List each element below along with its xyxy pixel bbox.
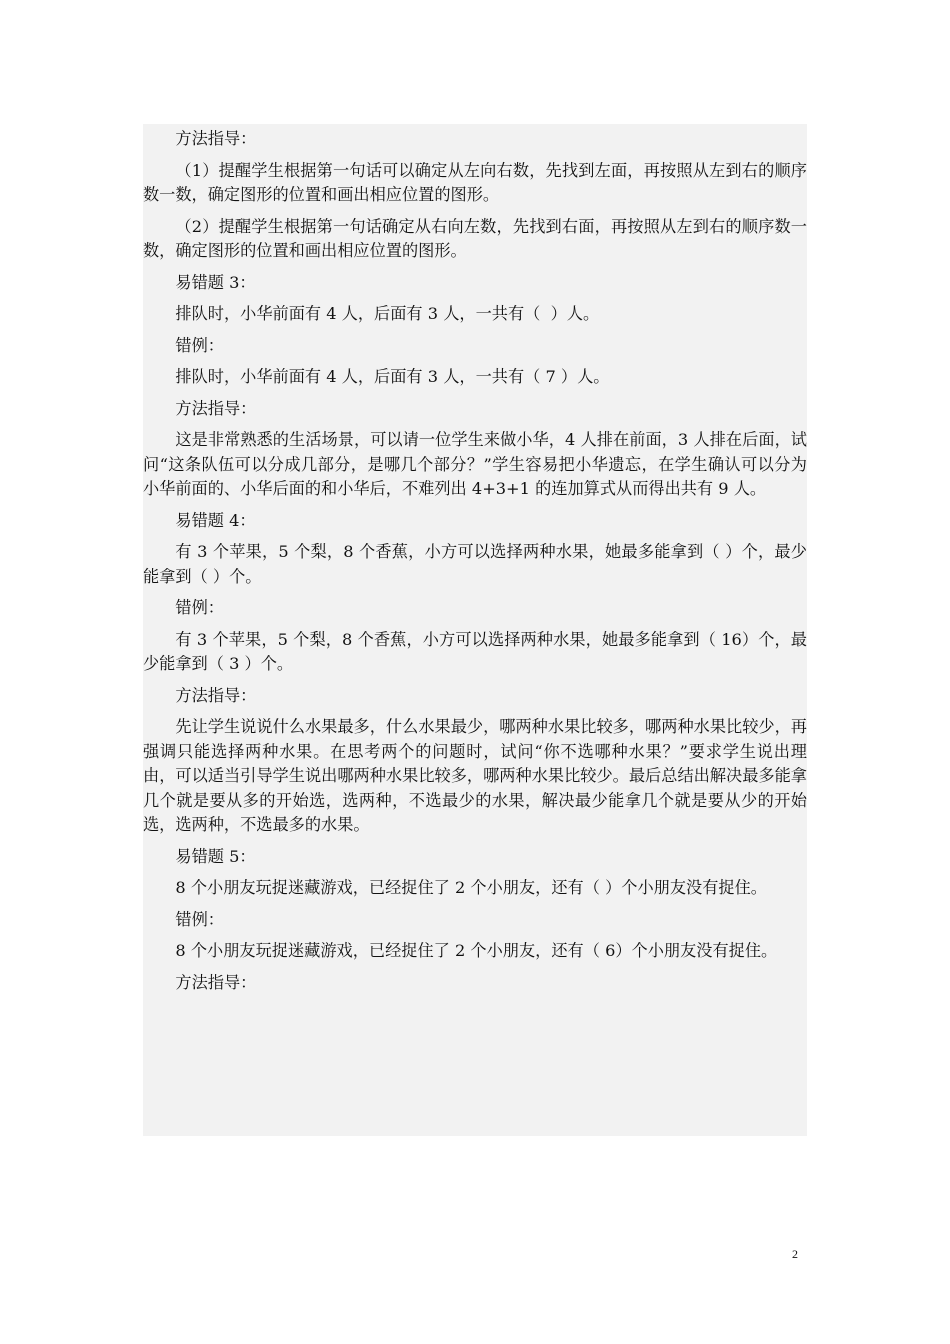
paragraph: 8 个小朋友玩捉迷藏游戏，已经捉住了 2 个小朋友，还有（ ）个小朋友没有捉住。 (175, 878, 767, 897)
paragraph: 排队时，小华前面有 4 人，后面有 3 人，一共有（ ）人。 (175, 304, 600, 323)
paragraph: 排队时，小华前面有 4 人，后面有 3 人，一共有（ 7 ）人。 (175, 367, 610, 386)
paragraph: 先让学生说说什么水果最多，什么水果最少，哪两种水果比较多，哪两种水果比较少，再强调只能选择两种水果。在思考两个的问题时，试问“你不选哪种水果？”要求学生说出理由，可以适当引导学生说出哪两种水果比较多，哪两种水果比较少。最后总结出解决最多能拿几个就是要从多的开始选，选两种，不选最少的水果，解决最少能拿几个就是要从少的开始选，选两种，不选最多的水果。 (143, 717, 807, 834)
paragraph: 方法指导： (175, 398, 257, 418)
paragraph: 错例： (175, 598, 224, 617)
paragraph: （2）提醒学生根据第一句话确定从右向左数，先找到右面，再按照从左到右的顺序数一数，确定图形的位置和画出相应位置的图形。 (143, 216, 807, 260)
paragraph: 错例： (175, 909, 224, 929)
paragraph: （1）提醒学生根据第一句话可以确定从左向右数，先找到左面，再按照从左到右的顺序数一数，确定图形的位置和画出相应位置的图形。 (143, 160, 807, 204)
page-number: 2 (792, 1247, 798, 1261)
text-block (143, 124, 807, 1136)
paragraph: 易错题 3： (175, 272, 256, 292)
paragraph: 易错题 5： (175, 846, 256, 866)
paragraph: 方法指导： (175, 129, 257, 148)
paragraph: 方法指导： (175, 972, 257, 992)
paragraph: 这是非常熟悉的生活场景，可以请一位学生来做小华，4 人排在前面，3 人排在后面，试问“这条队伍可以分成几部分，是哪几个部分？”学生容易把小华遗忘，在学生确认可以分为小华前面的、小华后面的和小华后，不难列出 4+3+1 的连加算式从而得出共有 9 人。 (143, 430, 807, 498)
paragraph: 易错题 4： (175, 510, 256, 530)
paragraph: 8 个小朋友玩捉迷藏游戏，已经捉住了 2 个小朋友，还有（ 6）个小朋友没有捉住。 (175, 941, 778, 960)
paragraph: 方法指导： (175, 685, 257, 705)
paragraph: 有 3 个苹果，5 个梨，8 个香蕉，小方可以选择两种水果，她最多能拿到（ ）个，最少能拿到（ ）个。 (143, 542, 807, 586)
paragraph: 错例： (175, 335, 224, 355)
paragraph: 有 3 个苹果，5 个梨，8 个香蕉，小方可以选择两种水果，她最多能拿到（ 16）个，最少能拿到（ 3 ）个。 (143, 629, 807, 673)
